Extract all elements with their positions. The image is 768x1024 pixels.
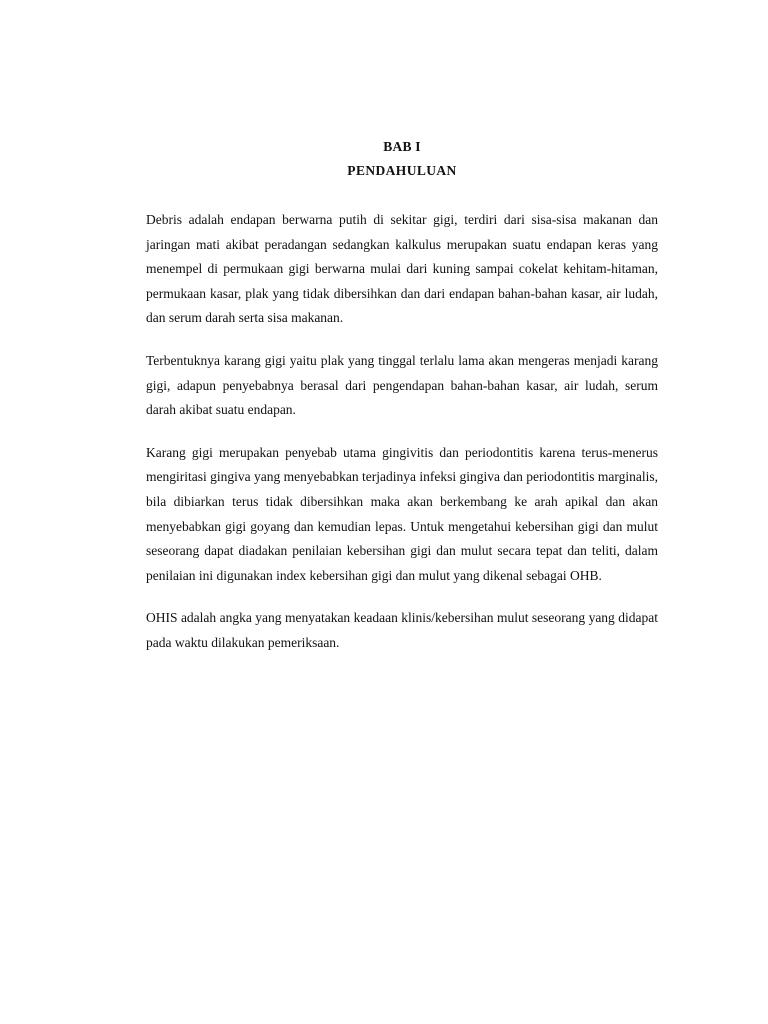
- document-body: [146, 208, 658, 656]
- chapter-number: BAB I: [383, 139, 421, 154]
- paragraph-ohis: OHIS adalah angka yang menyatakan keadaan klinis/kebersihan mulut seseorang yang didapat pada waktu dilakukan pemeriksaan.: [146, 610, 658, 650]
- chapter-title: PENDAHULUAN: [347, 163, 457, 178]
- paragraph-debris: Debris adalah endapan berwarna putih di sekitar gigi, terdiri dari sisa-sisa makanan dan jaringan mati akibat peradangan sedangkan kalkulus merupakan suatu endapan keras yang menempel di permukaan gigi berwarna mulai dari kuning sampai cokelat kehitam-hitaman, permukaan kasar, plak yang tidak dibersihkan dan dari endapan bahan-bahan kasar, air ludah, dan serum darah serta sisa makanan.: [146, 212, 658, 326]
- paragraph-karang-gigi-effects: Karang gigi merupakan penyebab utama gingivitis dan periodontitis karena terus-menerus mengiritasi gingiva yang menyebabkan terjadinya infeksi gingiva dan periodontitis marginalis, bila dibiarkan terus tidak dibersihkan maka akan berkembang ke arah apikal dan akan menyebabkan gigi goyang dan kemudian lepas. Untuk mengetahui kebersihan gigi dan mulut seseorang dapat diadakan penilaian kebersihan gigi dan mulut secara tepat dan teliti, dalam penilaian ini digunakan index kebersihan gigi dan mulut yang dikenal sebagai OHB.: [146, 444, 658, 583]
- paragraph-karang-gigi-formation: Terbentuknya karang gigi yaitu plak yang tinggal terlalu lama akan mengeras menjadi karang gigi, adapun penyebabnya berasal dari pengendapan bahan-bahan kasar, air ludah, serum darah akibat suatu endapan.: [146, 352, 658, 418]
- document-page: [146, 136, 658, 674]
